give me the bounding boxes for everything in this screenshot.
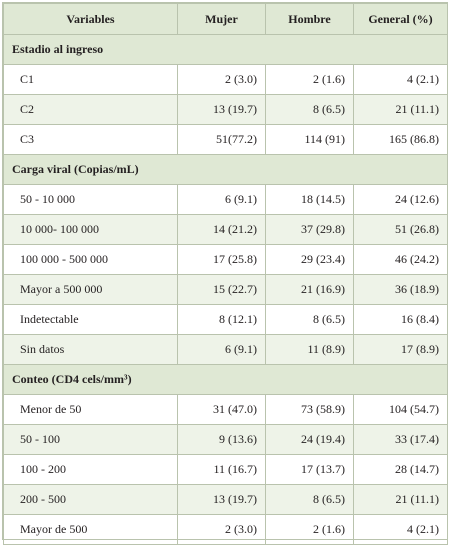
row-label: Indetectable xyxy=(4,305,178,335)
cell-general: 33 (17.4) xyxy=(354,425,448,455)
cell-general: 17 (8.9) xyxy=(354,335,448,365)
table-row xyxy=(4,215,448,245)
cell-mujer: 15 (22.7) xyxy=(178,275,266,305)
table-row xyxy=(4,95,448,125)
cell-general: 21 (11.1) xyxy=(354,95,448,125)
header-row xyxy=(4,4,448,35)
row-label: Menor de 50 xyxy=(4,395,178,425)
table-row xyxy=(4,515,448,545)
section-title: Carga viral (Copias/mL) xyxy=(4,155,448,185)
cell-mujer: 13 (19.7) xyxy=(178,485,266,515)
table-row xyxy=(4,395,448,425)
column-header-general: General (%) xyxy=(354,4,448,35)
row-label: 100 - 200 xyxy=(4,455,178,485)
cell-general: 24 (12.6) xyxy=(354,185,448,215)
table-row xyxy=(4,65,448,95)
cell-mujer: 13 (19.7) xyxy=(178,95,266,125)
row-label: 100 000 - 500 000 xyxy=(4,245,178,275)
cell-mujer: 51(77.2) xyxy=(178,125,266,155)
cell-hombre: 24 (19.4) xyxy=(266,425,354,455)
cell-hombre: 29 (23.4) xyxy=(266,245,354,275)
cell-general: 28 (14.7) xyxy=(354,455,448,485)
cell-general: 104 (54.7) xyxy=(354,395,448,425)
cell-hombre: 37 (29.8) xyxy=(266,215,354,245)
cell-hombre: 18 (14.5) xyxy=(266,185,354,215)
cell-mujer: 17 (25.8) xyxy=(178,245,266,275)
column-header-variables: Variables xyxy=(4,4,178,35)
table-row xyxy=(4,245,448,275)
cell-general: 21 (11.1) xyxy=(354,485,448,515)
section-title: Estadio al ingreso xyxy=(4,35,448,65)
cell-mujer: 14 (21.2) xyxy=(178,215,266,245)
table-row xyxy=(4,275,448,305)
column-header-mujer: Mujer xyxy=(178,4,266,35)
cell-mujer: 9 (13.6) xyxy=(178,425,266,455)
table-header xyxy=(4,4,448,35)
row-label: Mayor de 500 xyxy=(4,515,178,545)
cell-general: 165 (86.8) xyxy=(354,125,448,155)
cell-general: 46 (24.2) xyxy=(354,245,448,275)
cell-mujer: 6 (9.1) xyxy=(178,185,266,215)
section-title: Conteo (CD4 cels/mm³) xyxy=(4,365,448,395)
row-label: C3 xyxy=(4,125,178,155)
row-label: 50 - 100 xyxy=(4,425,178,455)
cell-hombre: 21 (16.9) xyxy=(266,275,354,305)
cell-mujer: 8 (12.1) xyxy=(178,305,266,335)
section-header-row xyxy=(4,365,448,395)
section-header-row xyxy=(4,155,448,185)
table-body xyxy=(4,35,448,545)
row-label: 10 000- 100 000 xyxy=(4,215,178,245)
row-label: 50 - 10 000 xyxy=(4,185,178,215)
cell-hombre: 8 (6.5) xyxy=(266,485,354,515)
table-row xyxy=(4,125,448,155)
table-row xyxy=(4,485,448,515)
cell-general: 36 (18.9) xyxy=(354,275,448,305)
cell-mujer: 2 (3.0) xyxy=(178,515,266,545)
cell-mujer: 11 (16.7) xyxy=(178,455,266,485)
table-row xyxy=(4,425,448,455)
statistics-table xyxy=(3,3,448,545)
table-row xyxy=(4,185,448,215)
cell-general: 4 (2.1) xyxy=(354,515,448,545)
cell-hombre: 114 (91) xyxy=(266,125,354,155)
row-label: 200 - 500 xyxy=(4,485,178,515)
cell-mujer: 6 (9.1) xyxy=(178,335,266,365)
row-label: Sin datos xyxy=(4,335,178,365)
cell-general: 51 (26.8) xyxy=(354,215,448,245)
cell-mujer: 31 (47.0) xyxy=(178,395,266,425)
cell-hombre: 11 (8.9) xyxy=(266,335,354,365)
cell-hombre: 2 (1.6) xyxy=(266,65,354,95)
table-row xyxy=(4,305,448,335)
table-row xyxy=(4,335,448,365)
section-header-row xyxy=(4,35,448,65)
data-table xyxy=(2,2,448,540)
row-label: C1 xyxy=(4,65,178,95)
cell-general: 16 (8.4) xyxy=(354,305,448,335)
cell-mujer: 2 (3.0) xyxy=(178,65,266,95)
column-header-hombre: Hombre xyxy=(266,4,354,35)
cell-hombre: 8 (6.5) xyxy=(266,95,354,125)
table-row xyxy=(4,455,448,485)
cell-hombre: 8 (6.5) xyxy=(266,305,354,335)
cell-hombre: 73 (58.9) xyxy=(266,395,354,425)
row-label: C2 xyxy=(4,95,178,125)
cell-general: 4 (2.1) xyxy=(354,65,448,95)
cell-hombre: 2 (1.6) xyxy=(266,515,354,545)
row-label: Mayor a 500 000 xyxy=(4,275,178,305)
cell-hombre: 17 (13.7) xyxy=(266,455,354,485)
